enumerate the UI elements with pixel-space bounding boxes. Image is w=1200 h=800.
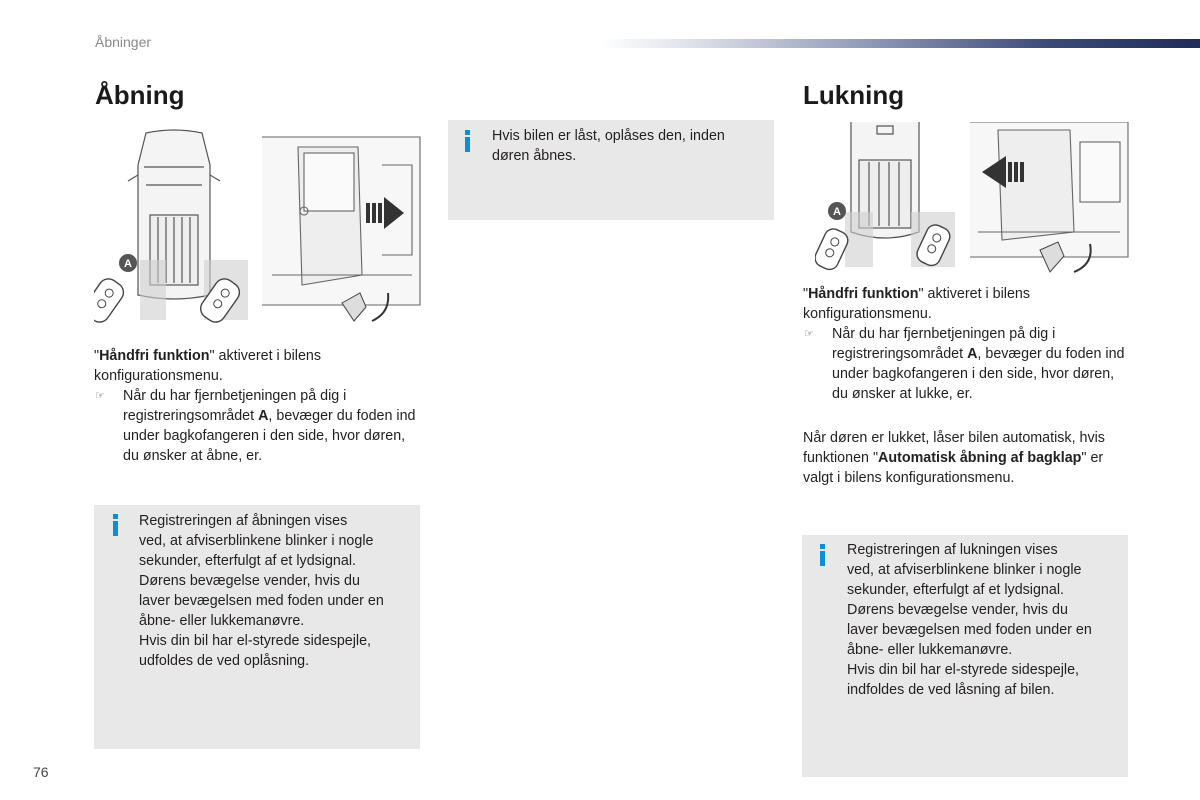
- opening-title: Åbning: [95, 80, 185, 110]
- unlock-info-text: [492, 126, 767, 166]
- closing-text-block: "Håndfri funktion" aktiveret i bilens konfigurationsmenu. ☞ Når du har fjernbetjeningen på dig i registreringsområdet A, bevæger du foden ind under bagkofangeren i den side, hvor døren, du ønsker at lukke, er. Når døren er lukket, låser bilen automatisk, hvis funktionen "Automatisk åbning af bagklap" er valgt i bilens konfigurationsmenu.: [803, 284, 1133, 488]
- hand-pointer-icon: ☞: [95, 390, 105, 402]
- closing-info-line: ved, at afviserblinkene blinker i nogle: [847, 562, 1082, 578]
- opening-info-text: [139, 511, 414, 671]
- opening-info-line: udfoldes de ved oplåsning.: [139, 653, 310, 669]
- unlock-info-line: Hvis bilen er låst, oplåses den, inden: [492, 128, 725, 144]
- info-icon: [465, 130, 470, 152]
- closing-intro-bold: Håndfri funktion: [808, 286, 919, 302]
- van-side-closing-illustration: [970, 122, 1130, 277]
- unlock-info-line: døren åbnes.: [492, 148, 577, 164]
- closing-intro-rest: " aktiveret i bilens konfigurationsmenu.: [803, 286, 1031, 322]
- page-number: 76: [33, 764, 49, 780]
- zone-marker-a: A: [833, 206, 841, 218]
- opening-info-line: sekunder, efterfulgt af et lydsignal.: [139, 553, 356, 569]
- opening-info-line: laver bevægelsen med foden under en: [139, 593, 384, 609]
- opening-text-block: "Håndfri funktion" aktiveret i bilens konfigurationsmenu. ☞ Når du har fjernbetjeningen på dig i registreringsområdet A, bevæger du foden ind under bagkofangeren i den side, hvor døren, du ønsker at åbne, er.: [94, 348, 416, 464]
- closing-info-box: [802, 535, 1128, 777]
- van-top-view-illustration: [94, 125, 254, 335]
- auto-lock-post: " er valgt i bilens konfigurationsmenu.: [803, 450, 1104, 486]
- opening-info-line: Hvis din bil har el-styrede sidespejle,: [139, 633, 372, 649]
- auto-lock-pre: Når døren er lukket, låser bilen automatisk, hvis funktionen ": [803, 430, 1105, 466]
- section-header: Åbninger: [95, 34, 152, 50]
- closing-info-text: [847, 540, 1122, 700]
- closing-info-line: åbne- eller lukkemanøvre.: [847, 642, 1013, 658]
- closing-info-line: Hvis din bil har el-styrede sidespejle,: [847, 662, 1080, 678]
- opening-bullet-post: , bevæger du foden ind under bagkofangeren i den side, hvor døren, du ønsker at åbne, er.: [123, 408, 416, 464]
- closing-info-line: Registreringen af lukningen vises: [847, 542, 1058, 558]
- info-icon: [113, 514, 118, 536]
- closing-bullet-post: , bevæger du foden ind under bagkofangeren i den side, hvor døren, du ønsker at lukke, er.: [832, 346, 1125, 402]
- closing-bullet-bold: A: [967, 346, 978, 362]
- auto-lock-bold: Automatisk åbning af bagklap: [878, 450, 1082, 466]
- opening-bullet-bold: A: [258, 408, 269, 424]
- closing-title: Lukning: [803, 80, 905, 110]
- closing-info-line: sekunder, efterfulgt af et lydsignal.: [847, 582, 1064, 598]
- header-gradient-bar: [600, 39, 1200, 48]
- unlock-info-box: [448, 120, 774, 220]
- opening-info-line: åbne- eller lukkemanøvre.: [139, 613, 305, 629]
- opening-info-box: [94, 505, 420, 749]
- auto-lock-paragraph: [803, 428, 1133, 488]
- closing-info-line: laver bevægelsen med foden under en: [847, 622, 1092, 638]
- van-side-opening-illustration: [262, 125, 422, 335]
- opening-intro-bold: Håndfri funktion: [99, 348, 210, 364]
- closing-info-line: Dørens bevægelse vender, hvis du: [847, 602, 1068, 618]
- opening-info-line: Registreringen af åbningen vises: [139, 513, 348, 529]
- opening-bullet-pre: Når du har fjernbetjeningen på dig i registreringsområdet: [123, 388, 347, 424]
- opening-info-line: Dørens bevægelse vender, hvis du: [139, 573, 360, 589]
- opening-info-line: ved, at afviserblinkene blinker i nogle: [139, 533, 374, 549]
- opening-intro-rest: " aktiveret i bilens konfigurationsmenu.: [94, 348, 322, 384]
- closing-bullet-pre: Når du har fjernbetjeningen på dig i registreringsområdet: [832, 326, 1056, 362]
- van-rear-top-view-illustration: [815, 122, 965, 277]
- zone-marker-a: A: [124, 258, 132, 270]
- closing-info-line: indfoldes de ved låsning af bilen.: [847, 682, 1055, 698]
- info-icon: [820, 544, 825, 566]
- hand-pointer-icon: ☞: [804, 328, 814, 340]
